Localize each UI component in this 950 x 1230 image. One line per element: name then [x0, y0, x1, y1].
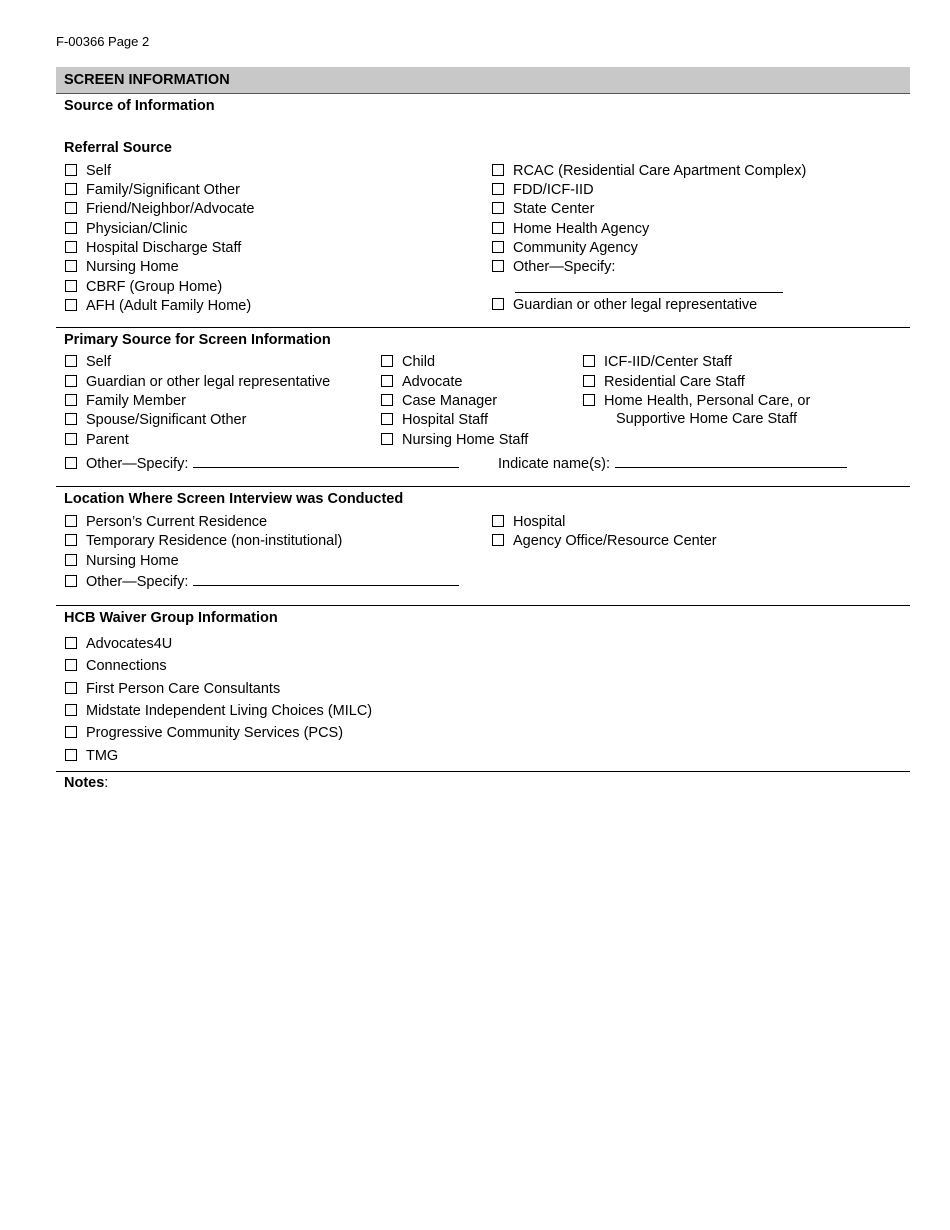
primary-source-option[interactable]: Guardian or other legal representative [65, 373, 330, 391]
location-option-other[interactable]: Other—Specify: [65, 572, 459, 590]
hcb-option[interactable]: First Person Care Consultants [65, 680, 280, 698]
referral-option[interactable]: CBRF (Group Home) [65, 278, 222, 296]
hcb-option[interactable]: Progressive Community Services (PCS) [65, 724, 343, 742]
checkbox[interactable] [65, 704, 77, 716]
checkbox[interactable] [583, 375, 595, 387]
divider [56, 605, 910, 606]
checkbox[interactable] [381, 433, 393, 445]
primary-source-option[interactable]: Case Manager [381, 392, 497, 410]
checkbox[interactable] [65, 202, 77, 214]
referral-option[interactable]: Self [65, 162, 111, 180]
checkbox[interactable] [492, 183, 504, 195]
primary-source-option[interactable]: Child [381, 353, 435, 371]
divider [56, 486, 910, 487]
primary-source-option[interactable]: Family Member [65, 392, 186, 410]
page-header: F-00366 Page 2 [56, 34, 150, 49]
location-option[interactable]: Agency Office/Resource Center [492, 532, 717, 550]
primary-source-option[interactable]: Self [65, 353, 111, 371]
section-title: SCREEN INFORMATION [64, 72, 230, 88]
checkbox[interactable] [381, 394, 393, 406]
checkbox[interactable] [65, 637, 77, 649]
location-other-specify-line[interactable] [193, 572, 459, 586]
section-header-band [56, 67, 910, 94]
checkbox[interactable] [65, 457, 77, 469]
checkbox[interactable] [583, 355, 595, 367]
checkbox[interactable] [65, 241, 77, 253]
location-option[interactable]: Person’s Current Residence [65, 513, 267, 531]
referral-option[interactable]: Nursing Home [65, 258, 179, 276]
divider [56, 771, 910, 772]
notes-label: Notes: [64, 775, 109, 791]
primary-source-heading: Primary Source for Screen Information [64, 332, 331, 348]
checkbox[interactable] [65, 280, 77, 292]
checkbox[interactable] [65, 299, 77, 311]
primary-source-option[interactable]: Nursing Home Staff [381, 431, 528, 449]
checkbox[interactable] [65, 260, 77, 272]
source-heading: Source of Information [64, 98, 215, 114]
checkbox[interactable] [492, 298, 504, 310]
checkbox[interactable] [65, 575, 77, 587]
primary-source-option[interactable]: Hospital Staff [381, 411, 488, 429]
primary-source-option[interactable]: Parent [65, 431, 129, 449]
checkbox[interactable] [65, 515, 77, 527]
primary-source-other[interactable]: Other—Specify: [65, 454, 459, 472]
checkbox[interactable] [65, 183, 77, 195]
referral-option[interactable]: Friend/Neighbor/Advocate [65, 200, 254, 218]
checkbox[interactable] [492, 260, 504, 272]
primary-source-option[interactable]: Advocate [381, 373, 462, 391]
checkbox[interactable] [65, 682, 77, 694]
referral-option[interactable]: FDD/ICF-IID [492, 181, 594, 199]
checkbox[interactable] [65, 164, 77, 176]
checkbox[interactable] [381, 355, 393, 367]
referral-option-other[interactable]: Other—Specify: [492, 258, 615, 276]
checkbox[interactable] [65, 554, 77, 566]
notes-area[interactable] [64, 798, 910, 1198]
referral-heading: Referral Source [64, 140, 172, 156]
hcb-option[interactable]: Connections [65, 657, 167, 675]
primary-source-option[interactable]: Home Health, Personal Care, or [583, 392, 810, 410]
indicate-names: Indicate name(s): [498, 454, 847, 473]
location-option[interactable]: Temporary Residence (non-institutional) [65, 532, 342, 550]
checkbox[interactable] [492, 164, 504, 176]
referral-option[interactable]: RCAC (Residential Care Apartment Complex) [492, 162, 806, 180]
primary-source-option[interactable]: Residential Care Staff [583, 373, 745, 391]
primary-source-option[interactable]: ICF-IID/Center Staff [583, 353, 732, 371]
checkbox[interactable] [65, 433, 77, 445]
checkbox[interactable] [492, 515, 504, 527]
divider [56, 327, 910, 328]
location-option[interactable]: Hospital [492, 513, 565, 531]
checkbox[interactable] [492, 222, 504, 234]
checkbox[interactable] [492, 202, 504, 214]
location-heading: Location Where Screen Interview was Conducted [64, 491, 404, 507]
checkbox[interactable] [583, 394, 595, 406]
referral-option[interactable]: Home Health Agency [492, 220, 649, 238]
referral-option[interactable]: AFH (Adult Family Home) [65, 297, 251, 315]
checkbox[interactable] [65, 726, 77, 738]
referral-option[interactable]: Guardian or other legal representative [492, 296, 757, 314]
checkbox[interactable] [65, 222, 77, 234]
referral-option[interactable]: Hospital Discharge Staff [65, 239, 241, 257]
hcb-option[interactable]: Midstate Independent Living Choices (MILC) [65, 702, 372, 720]
primary-source-option[interactable]: Spouse/Significant Other [65, 411, 246, 429]
checkbox[interactable] [65, 413, 77, 425]
checkbox[interactable] [492, 534, 504, 546]
checkbox[interactable] [65, 749, 77, 761]
checkbox[interactable] [65, 394, 77, 406]
referral-other-specify-line[interactable] [515, 292, 783, 293]
indicate-names-line[interactable] [615, 454, 847, 468]
checkbox[interactable] [65, 659, 77, 671]
hcb-heading: HCB Waiver Group Information [64, 610, 278, 626]
referral-option[interactable]: Family/Significant Other [65, 181, 240, 199]
checkbox[interactable] [381, 413, 393, 425]
checkbox[interactable] [65, 355, 77, 367]
primary-other-specify-line[interactable] [193, 454, 459, 468]
checkbox[interactable] [65, 534, 77, 546]
location-option[interactable]: Nursing Home [65, 552, 179, 570]
referral-option[interactable]: Physician/Clinic [65, 220, 188, 238]
hcb-option[interactable]: Advocates4U [65, 635, 172, 653]
checkbox[interactable] [492, 241, 504, 253]
checkbox[interactable] [65, 375, 77, 387]
referral-option[interactable]: Community Agency [492, 239, 638, 257]
referral-option[interactable]: State Center [492, 200, 594, 218]
checkbox[interactable] [381, 375, 393, 387]
hcb-option[interactable]: TMG [65, 747, 118, 765]
primary-source-option-continuation: Supportive Home Care Staff [616, 411, 798, 427]
